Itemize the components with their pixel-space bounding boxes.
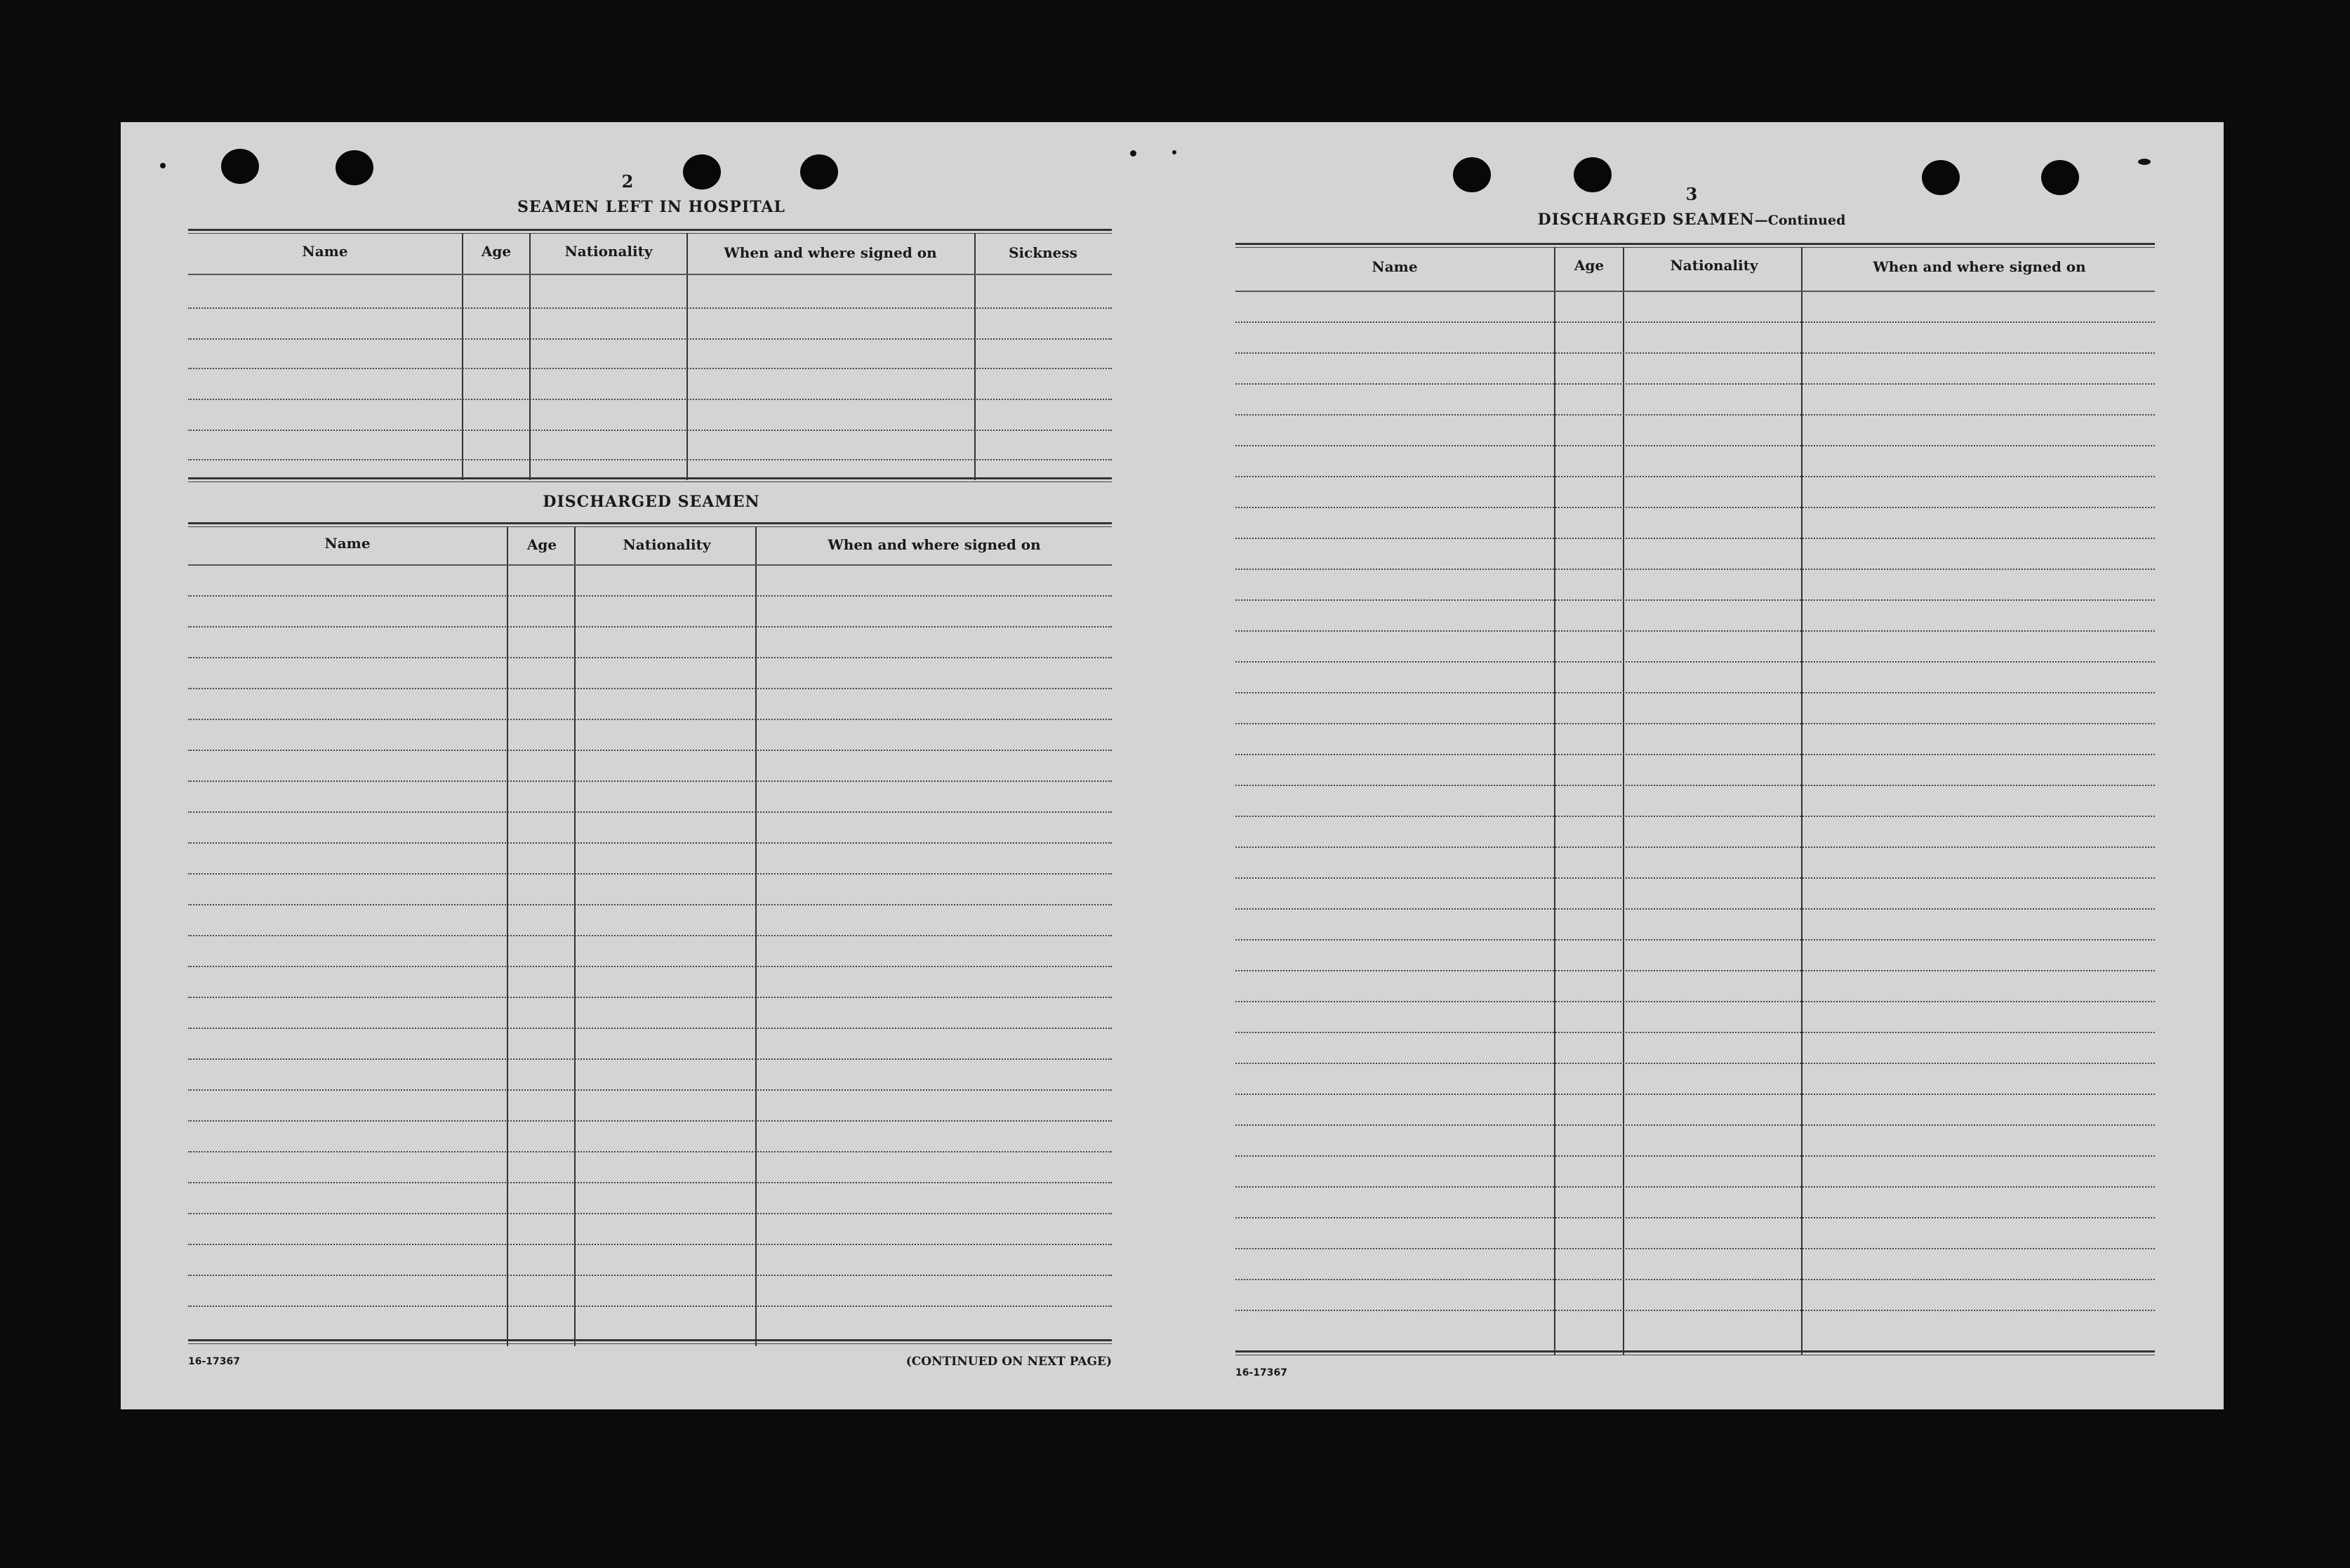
header-bottom-rule — [188, 274, 1112, 275]
table-bottom-rule — [188, 477, 1112, 482]
form-number: 16-17367 — [188, 1356, 240, 1367]
section-title-text: DISCHARGED SEAMEN — [1537, 211, 1755, 229]
right-page — [1235, 178, 2155, 1386]
entry-line — [188, 459, 1112, 460]
entry-line — [1235, 785, 2155, 786]
entry-line — [1235, 538, 2155, 539]
entry-line — [188, 1151, 1112, 1152]
column-divider — [686, 233, 688, 480]
hospital-table — [188, 229, 1112, 481]
entry-line — [1235, 1248, 2155, 1249]
column-header-nationality: Nationality — [564, 243, 653, 260]
entry-line — [188, 399, 1112, 400]
table-top-rule — [1235, 243, 2155, 248]
entry-line — [1235, 445, 2155, 446]
document-sheet — [121, 122, 2224, 1409]
entry-line — [188, 1120, 1112, 1122]
column-divider — [1554, 247, 1555, 1355]
entry-line — [188, 430, 1112, 431]
column-header-signed-on: When and where signed on — [724, 244, 937, 261]
column-divider — [755, 526, 757, 1346]
column-divider — [529, 233, 531, 480]
section-title-discharged: DISCHARGED SEAMEN — [543, 493, 760, 511]
entry-line — [188, 719, 1112, 720]
entry-line — [1235, 692, 2155, 693]
continued-note: (CONTINUED ON NEXT PAGE) — [905, 1355, 1112, 1369]
entry-line — [1235, 1094, 2155, 1095]
entry-line — [188, 338, 1112, 340]
entry-line — [188, 1275, 1112, 1276]
page-number: 2 — [621, 171, 634, 192]
entry-line — [1235, 1279, 2155, 1280]
column-divider — [1801, 247, 1803, 1355]
entry-line — [1235, 754, 2155, 755]
left-page — [188, 164, 1112, 1386]
entry-line — [1235, 661, 2155, 663]
entry-line — [1235, 1217, 2155, 1218]
ink-speck — [1130, 150, 1136, 157]
entry-line — [188, 1028, 1112, 1029]
header-bottom-rule — [188, 564, 1112, 566]
entry-line — [188, 842, 1112, 844]
column-header-sickness: Sickness — [1009, 244, 1077, 261]
column-header-nationality: Nationality — [623, 536, 711, 553]
entry-line — [188, 966, 1112, 967]
entry-line — [1235, 970, 2155, 971]
entry-line — [1235, 507, 2155, 508]
column-header-signed-on: When and where signed on — [828, 536, 1041, 553]
column-divider — [507, 526, 508, 1346]
ink-speck — [1172, 150, 1176, 154]
entry-line — [188, 1305, 1112, 1307]
entry-line — [188, 750, 1112, 751]
entry-line — [1235, 877, 2155, 879]
entry-line — [188, 1058, 1112, 1060]
entry-line — [188, 1244, 1112, 1245]
column-divider — [974, 233, 976, 480]
table-bottom-rule — [1235, 1350, 2155, 1355]
entry-line — [1235, 630, 2155, 632]
entry-line — [188, 626, 1112, 627]
entry-line — [1235, 1032, 2155, 1033]
column-header-name: Name — [1372, 258, 1418, 275]
entry-line — [188, 935, 1112, 936]
section-title-hospital: SEAMEN LEFT IN HOSPITAL — [517, 198, 785, 216]
form-number: 16-17367 — [1235, 1367, 1287, 1378]
discharged-continued-grid — [1235, 243, 2155, 1359]
header-bottom-rule — [1235, 291, 2155, 292]
entry-line — [1235, 476, 2155, 477]
entry-line — [1235, 1310, 2155, 1311]
entry-line — [1235, 414, 2155, 416]
ink-speck — [2138, 159, 2151, 165]
column-header-age: Age — [1574, 257, 1605, 274]
entry-line — [188, 1182, 1112, 1183]
ink-speck — [160, 163, 166, 168]
entry-line — [1235, 352, 2155, 354]
entry-line — [1235, 908, 2155, 910]
entry-line — [188, 904, 1112, 905]
entry-line — [1235, 723, 2155, 724]
discharged-table — [188, 522, 1112, 1350]
column-header-signed-on: When and where signed on — [1873, 258, 2086, 275]
column-header-name: Name — [324, 535, 371, 552]
column-divider — [574, 526, 576, 1346]
entry-line — [1235, 1124, 2155, 1126]
entry-line — [188, 368, 1112, 369]
table-top-rule — [188, 229, 1112, 234]
entry-line — [188, 873, 1112, 875]
section-title-suffix: —Continued — [1754, 213, 1846, 228]
entry-line — [1235, 383, 2155, 385]
entry-line — [1235, 569, 2155, 570]
entry-line — [1235, 1155, 2155, 1157]
entry-line — [188, 307, 1112, 309]
column-header-name: Name — [302, 243, 348, 260]
entry-line — [188, 811, 1112, 813]
entry-line — [188, 997, 1112, 998]
section-title-discharged-continued — [1439, 211, 1944, 229]
table-top-rule — [188, 522, 1112, 527]
column-header-age: Age — [481, 243, 512, 260]
entry-line — [188, 595, 1112, 597]
column-header-age: Age — [526, 536, 557, 553]
table-bottom-rule — [188, 1339, 1112, 1344]
entry-line — [1235, 939, 2155, 941]
entry-line — [188, 780, 1112, 782]
column-header-nationality: Nationality — [1670, 257, 1758, 274]
entry-line — [188, 688, 1112, 689]
entry-line — [188, 657, 1112, 658]
entry-line — [1235, 846, 2155, 848]
page-number: 3 — [1685, 184, 1698, 204]
entry-line — [1235, 321, 2155, 323]
entry-line — [1235, 816, 2155, 817]
entry-line — [188, 1213, 1112, 1214]
column-divider — [462, 233, 463, 480]
entry-line — [188, 1089, 1112, 1091]
entry-line — [1235, 1063, 2155, 1064]
entry-line — [1235, 1001, 2155, 1002]
entry-line — [1235, 1186, 2155, 1188]
column-divider — [1623, 247, 1624, 1355]
entry-line — [1235, 599, 2155, 601]
